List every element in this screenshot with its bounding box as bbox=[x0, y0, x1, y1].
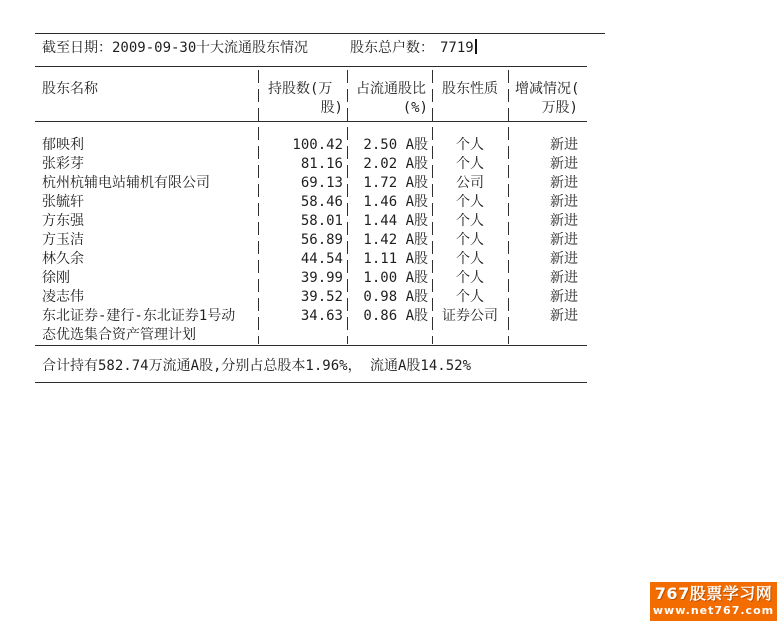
shareholder-name: 方东强 bbox=[42, 213, 84, 229]
shares-held: 56.89 bbox=[300, 232, 343, 248]
rule-above-summary bbox=[35, 345, 587, 346]
shareholder-name: 东北证券-建行-东北证券1号动态优选集合资产管理计划 bbox=[42, 308, 236, 343]
shares-held: 100.42 bbox=[292, 137, 343, 153]
shares-held: 34.63 bbox=[300, 308, 343, 324]
shares-held: 58.46 bbox=[300, 194, 343, 210]
table-row bbox=[35, 250, 587, 269]
holder-nature: 证券公司 bbox=[442, 308, 498, 324]
holder-nature: 个人 bbox=[456, 156, 484, 172]
change-status: 新进 bbox=[550, 289, 578, 305]
watermark-site-url: www.net767.com bbox=[652, 604, 775, 617]
shareholder-name: 林久余 bbox=[42, 251, 84, 267]
table-row bbox=[35, 136, 587, 155]
float-ratio: 0.86 A股 bbox=[363, 308, 428, 324]
holder-nature: 个人 bbox=[456, 251, 484, 267]
holder-nature: 个人 bbox=[456, 213, 484, 229]
holders-total bbox=[350, 39, 477, 58]
table-row bbox=[35, 155, 587, 174]
table-row bbox=[35, 231, 587, 250]
shares-held: 58.01 bbox=[300, 213, 343, 229]
holder-nature: 个人 bbox=[456, 289, 484, 305]
float-ratio: 2.50 A股 bbox=[363, 137, 428, 153]
shareholder-name: 张彩芽 bbox=[42, 156, 84, 172]
float-ratio: 1.44 A股 bbox=[363, 213, 428, 229]
change-status: 新进 bbox=[550, 270, 578, 286]
holder-nature: 个人 bbox=[456, 194, 484, 210]
shareholder-table bbox=[35, 136, 587, 345]
col-header-shares-line2: 股) bbox=[320, 100, 343, 116]
table-row bbox=[35, 193, 587, 212]
shareholder-name: 方玉洁 bbox=[42, 232, 84, 248]
change-status: 新进 bbox=[550, 232, 578, 248]
shareholder-name: 凌志伟 bbox=[42, 289, 84, 305]
col-header-shares-line1: 持股数(万 bbox=[268, 81, 333, 97]
float-ratio: 2.02 A股 bbox=[363, 156, 428, 172]
change-status: 新进 bbox=[550, 308, 578, 324]
col-header-name: 股东名称 bbox=[42, 81, 98, 97]
float-ratio: 1.00 A股 bbox=[363, 270, 428, 286]
shares-held: 81.16 bbox=[300, 156, 343, 172]
table-row bbox=[35, 307, 587, 345]
change-status: 新进 bbox=[550, 137, 578, 153]
holders-count-field[interactable]: 7719 bbox=[440, 40, 474, 56]
col-header-change-line2: 万股) bbox=[541, 100, 578, 116]
text-caret bbox=[475, 39, 477, 54]
shareholder-name: 杭州杭辅电站辅机有限公司 bbox=[42, 175, 210, 191]
shareholder-name: 张毓轩 bbox=[42, 194, 84, 210]
shares-held: 39.52 bbox=[300, 289, 343, 305]
report-date bbox=[42, 39, 196, 58]
col-header-ratio-line2: (%) bbox=[402, 100, 428, 116]
change-status: 新进 bbox=[550, 213, 578, 229]
page-title: 十大流通股东情况 bbox=[196, 40, 308, 56]
col-header-ratio-line1: 占流通股比 bbox=[356, 81, 426, 97]
rule-below-header bbox=[35, 121, 587, 122]
table-row bbox=[35, 212, 587, 231]
float-ratio: 0.98 A股 bbox=[363, 289, 428, 305]
holder-nature: 个人 bbox=[456, 270, 484, 286]
holder-nature: 个人 bbox=[456, 232, 484, 248]
summary-line: 合计持有582.74万流通A股,分别占总股本1.96%， 流通A股14.52% bbox=[42, 358, 472, 374]
rule-top bbox=[35, 33, 605, 34]
holder-nature: 个人 bbox=[456, 137, 484, 153]
shares-held: 44.54 bbox=[300, 251, 343, 267]
table-row bbox=[35, 269, 587, 288]
float-ratio: 1.42 A股 bbox=[363, 232, 428, 248]
table-row bbox=[35, 174, 587, 193]
holder-nature: 公司 bbox=[456, 175, 484, 191]
watermark bbox=[650, 582, 777, 621]
shares-held: 69.13 bbox=[300, 175, 343, 191]
rule-below-title bbox=[35, 66, 587, 67]
report-date-value: 2009-09-30 bbox=[112, 40, 197, 56]
shares-held: 39.99 bbox=[300, 270, 343, 286]
col-header-change-line1: 增减情况( bbox=[515, 81, 580, 97]
shareholder-name: 徐刚 bbox=[42, 270, 70, 286]
shareholder-name: 郁映利 bbox=[42, 137, 84, 153]
table-row bbox=[35, 288, 587, 307]
change-status: 新进 bbox=[550, 156, 578, 172]
report-date-label: 截至日期： bbox=[42, 40, 112, 56]
holders-total-label: 股东总户数： bbox=[350, 40, 434, 56]
float-ratio: 1.72 A股 bbox=[363, 175, 428, 191]
float-ratio: 1.46 A股 bbox=[363, 194, 428, 210]
col-header-nature: 股东性质 bbox=[442, 81, 498, 97]
change-status: 新进 bbox=[550, 251, 578, 267]
change-status: 新进 bbox=[550, 175, 578, 191]
float-ratio: 1.11 A股 bbox=[363, 251, 428, 267]
rule-bottom bbox=[35, 382, 587, 383]
change-status: 新进 bbox=[550, 194, 578, 210]
watermark-site-name: 767股票学习网 bbox=[654, 584, 773, 603]
